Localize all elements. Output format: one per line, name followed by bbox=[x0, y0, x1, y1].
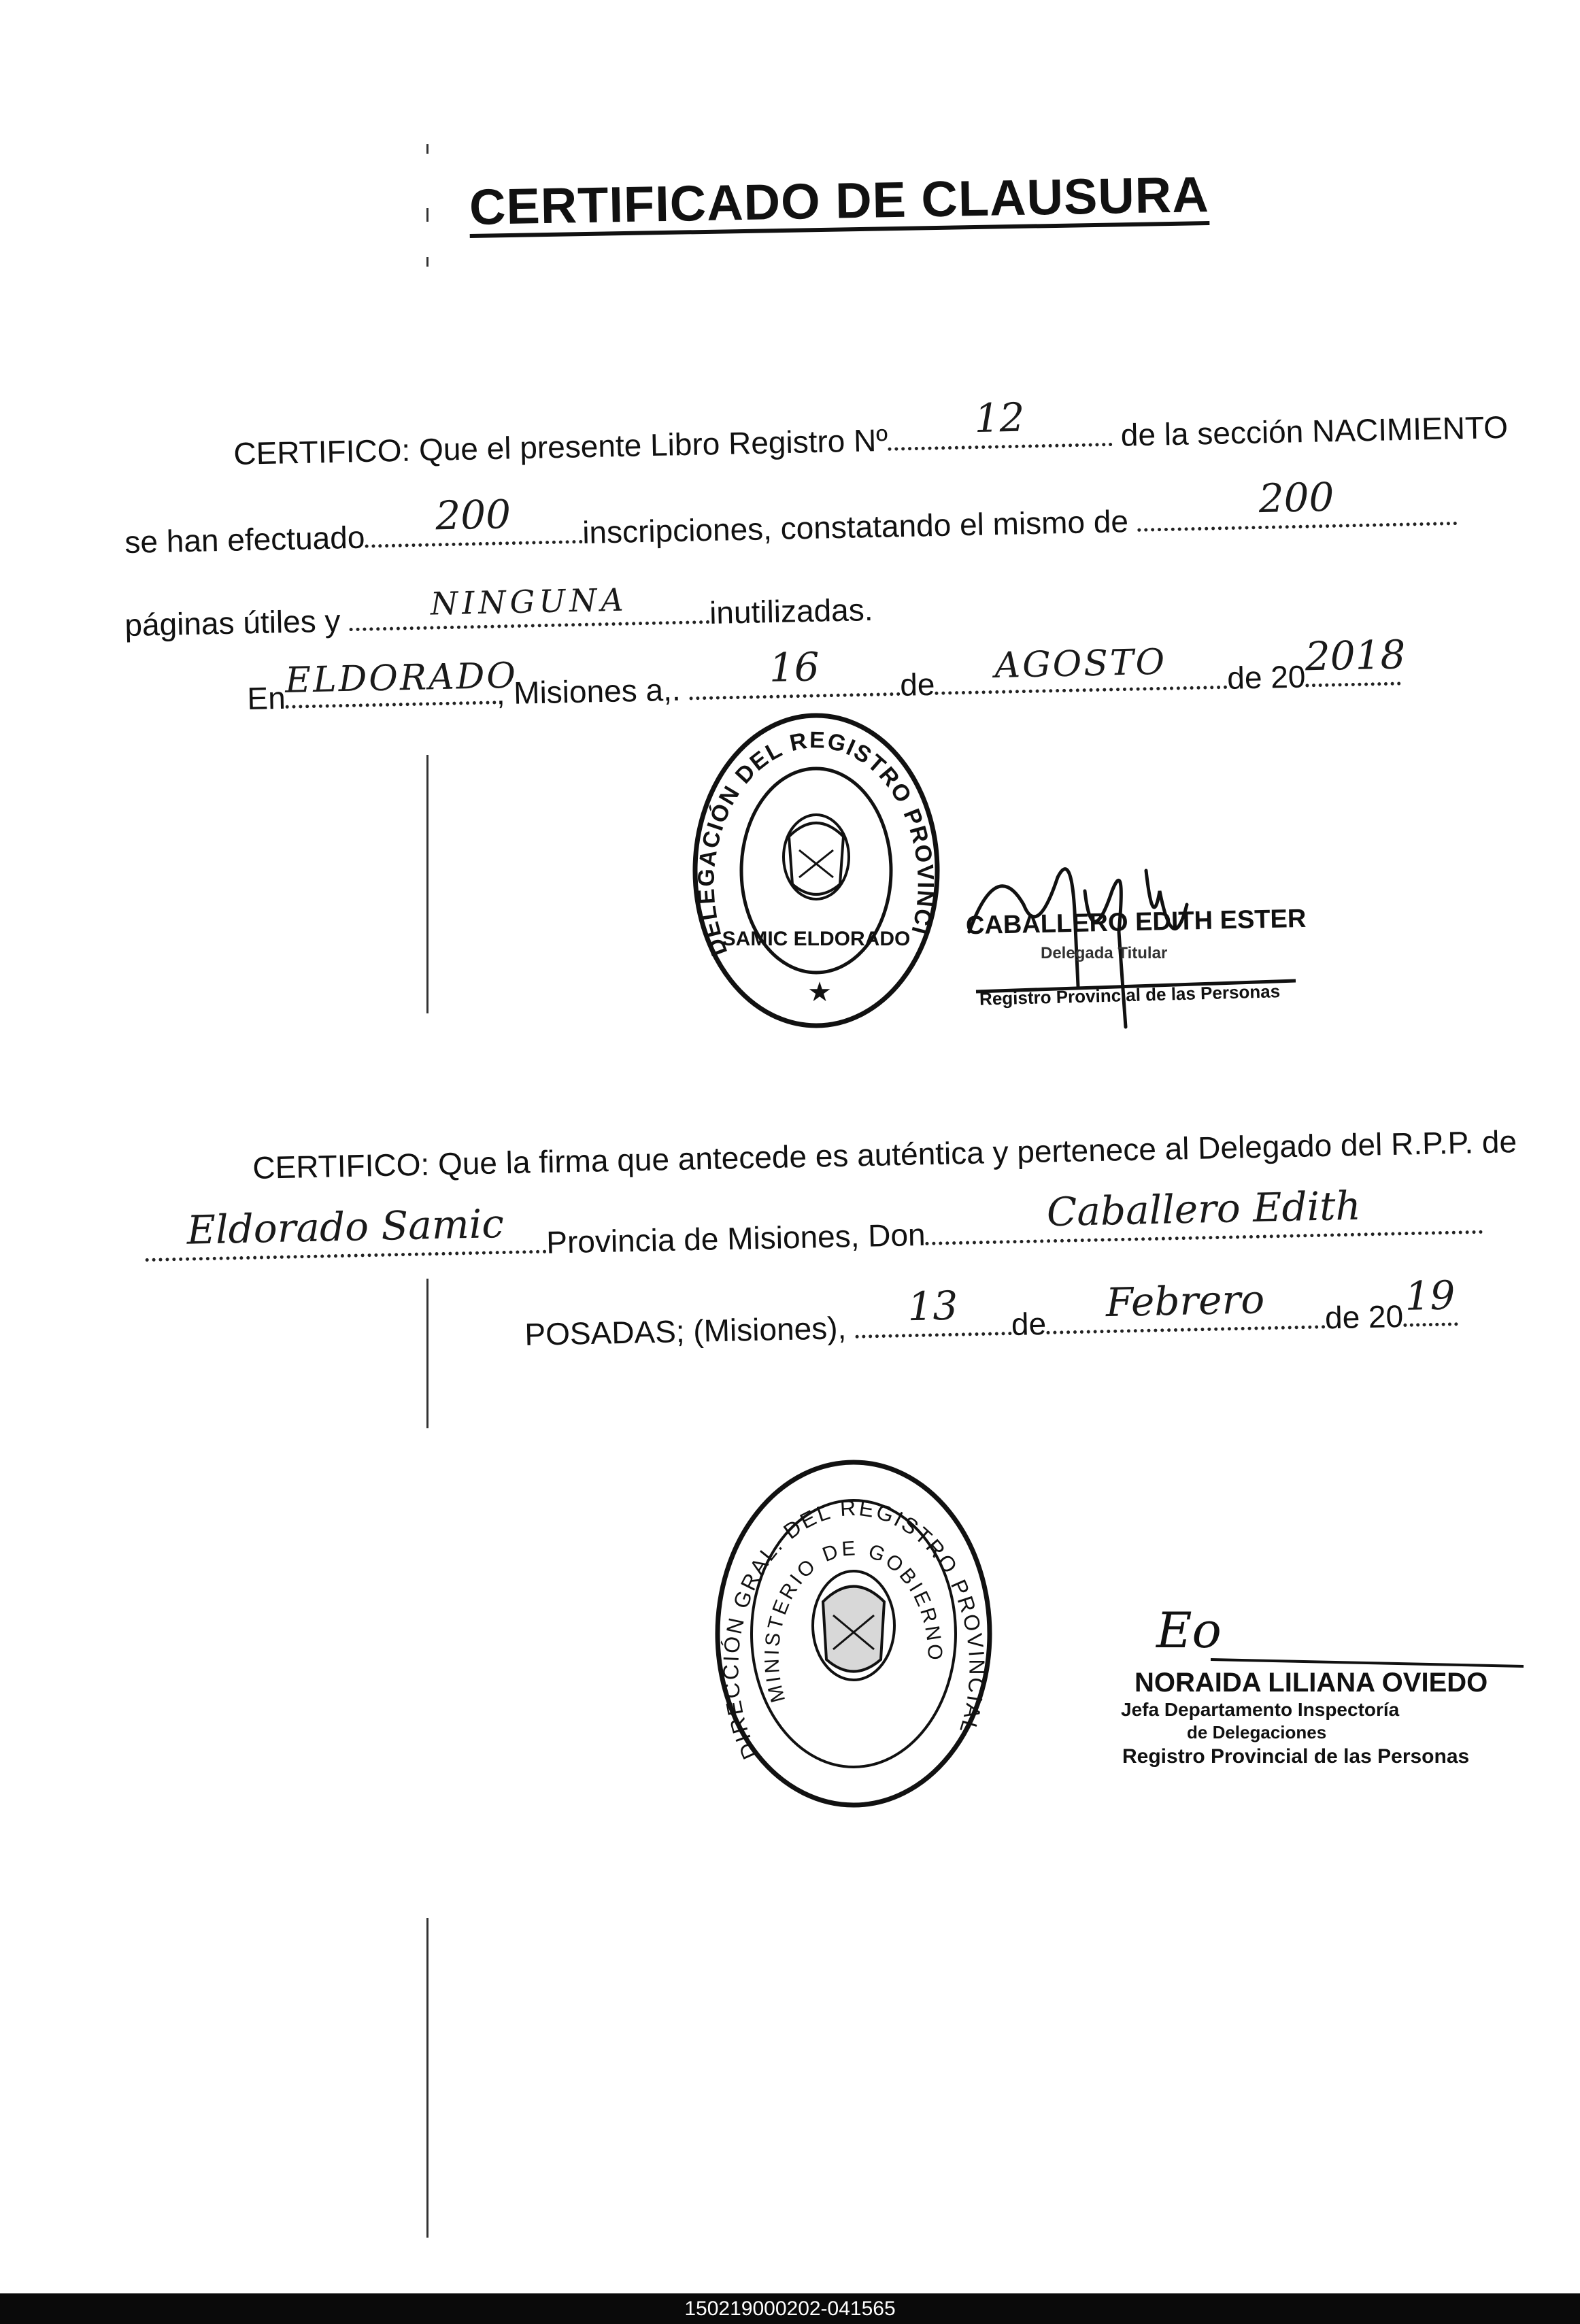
coat-of-arms-icon bbox=[813, 1571, 894, 1680]
handwritten-city: ELDORADO bbox=[284, 655, 518, 701]
sig1-name: CABALLERO EDITH ESTER bbox=[965, 904, 1307, 941]
handwritten-day: 16 bbox=[769, 643, 820, 691]
handwritten-unused-pages: NINGUNA bbox=[430, 581, 628, 622]
sig2-name: NORAIDA LILIANA OVIEDO bbox=[1134, 1668, 1488, 1698]
margin-mark bbox=[426, 1918, 428, 2238]
handwritten-year: 2018 bbox=[1305, 631, 1407, 680]
sig2-org: Registro Provincial de las Personas bbox=[1122, 1745, 1470, 1768]
stamp2-inner-text: MINISTERIO DE GOBIERNO bbox=[760, 1537, 946, 1705]
p1-line-1: CERTIFICO: Que el presente Libro Registro Nº 12 de la sección NACIMIENTO bbox=[233, 409, 1509, 472]
handwritten-month-2: Febrero bbox=[1105, 1276, 1265, 1326]
p2-line-3: POSADAS; (Misiones), 13 de Febrero de 20 19 bbox=[524, 1296, 1458, 1353]
p1-line-2: se han efectuado 200 inscripciones, constatando el mismo de 200 bbox=[124, 496, 1457, 560]
margin-mark bbox=[426, 1279, 428, 1428]
star-icon: ★ bbox=[807, 977, 832, 1007]
sig1-org: Registro Provincial de las Personas bbox=[979, 981, 1281, 1009]
sig2-initials: Eo bbox=[1156, 1602, 1222, 1659]
handwritten-year-2: 19 bbox=[1404, 1272, 1456, 1319]
handwritten-inscriptions: 200 bbox=[435, 491, 511, 539]
p1-line-4: En ELDORADO , Misiones a,. 16 de AGOSTO de 20 2018 bbox=[246, 631, 1407, 717]
delegation-stamp bbox=[687, 707, 945, 1034]
p2-line-2: Eldorado Samic Provincia de Misiones, Don Caballero Edith bbox=[145, 1205, 1483, 1269]
handwritten-book-number: 12 bbox=[973, 394, 1026, 442]
margin-mark bbox=[426, 208, 428, 222]
stamp1-outer-text: DELEGACIÓN DEL REGISTRO PROVINCI bbox=[693, 727, 939, 960]
coat-of-arms-icon bbox=[784, 815, 849, 899]
ministry-stamp bbox=[711, 1455, 996, 1813]
handwritten-day-2: 13 bbox=[907, 1282, 958, 1330]
handwritten-delegation: Eldorado Samic bbox=[186, 1200, 505, 1253]
p1-line-3: páginas útiles y NINGUNA inutilizadas. bbox=[124, 591, 873, 643]
stamp1-inner-text: SAMIC ELDORADO bbox=[722, 928, 911, 950]
sig1-role: Delegada Titular bbox=[1041, 944, 1168, 962]
handwritten-delegate-name: Caballero Edith bbox=[1046, 1182, 1362, 1236]
margin-mark bbox=[426, 257, 428, 267]
margin-mark bbox=[426, 144, 428, 154]
sig2-role2: de Delegaciones bbox=[1187, 1722, 1327, 1742]
svg-text:DELEGACIÓN DEL REGISTRO PROVIN bbox=[687, 707, 939, 960]
handwritten-month: AGOSTO bbox=[994, 641, 1167, 686]
stamp2-outer-text: DIRECCIÓN GRAL. DEL REGISTRO PROVINCIAL bbox=[718, 1495, 990, 1764]
document-id-footer: 150219000202-041565 bbox=[0, 2293, 1580, 2324]
margin-mark bbox=[426, 755, 428, 1013]
sig2-role1: Jefa Departamento Inspectoría bbox=[1121, 1699, 1400, 1720]
handwritten-pages: 200 bbox=[1258, 473, 1335, 522]
p2-line-1: CERTIFICO: Que la firma que antecede es auténtica y pertenece al Delegado del R.P.P. de bbox=[252, 1124, 1517, 1186]
document-title: CERTIFICADO DE CLAUSURA bbox=[469, 166, 1210, 235]
